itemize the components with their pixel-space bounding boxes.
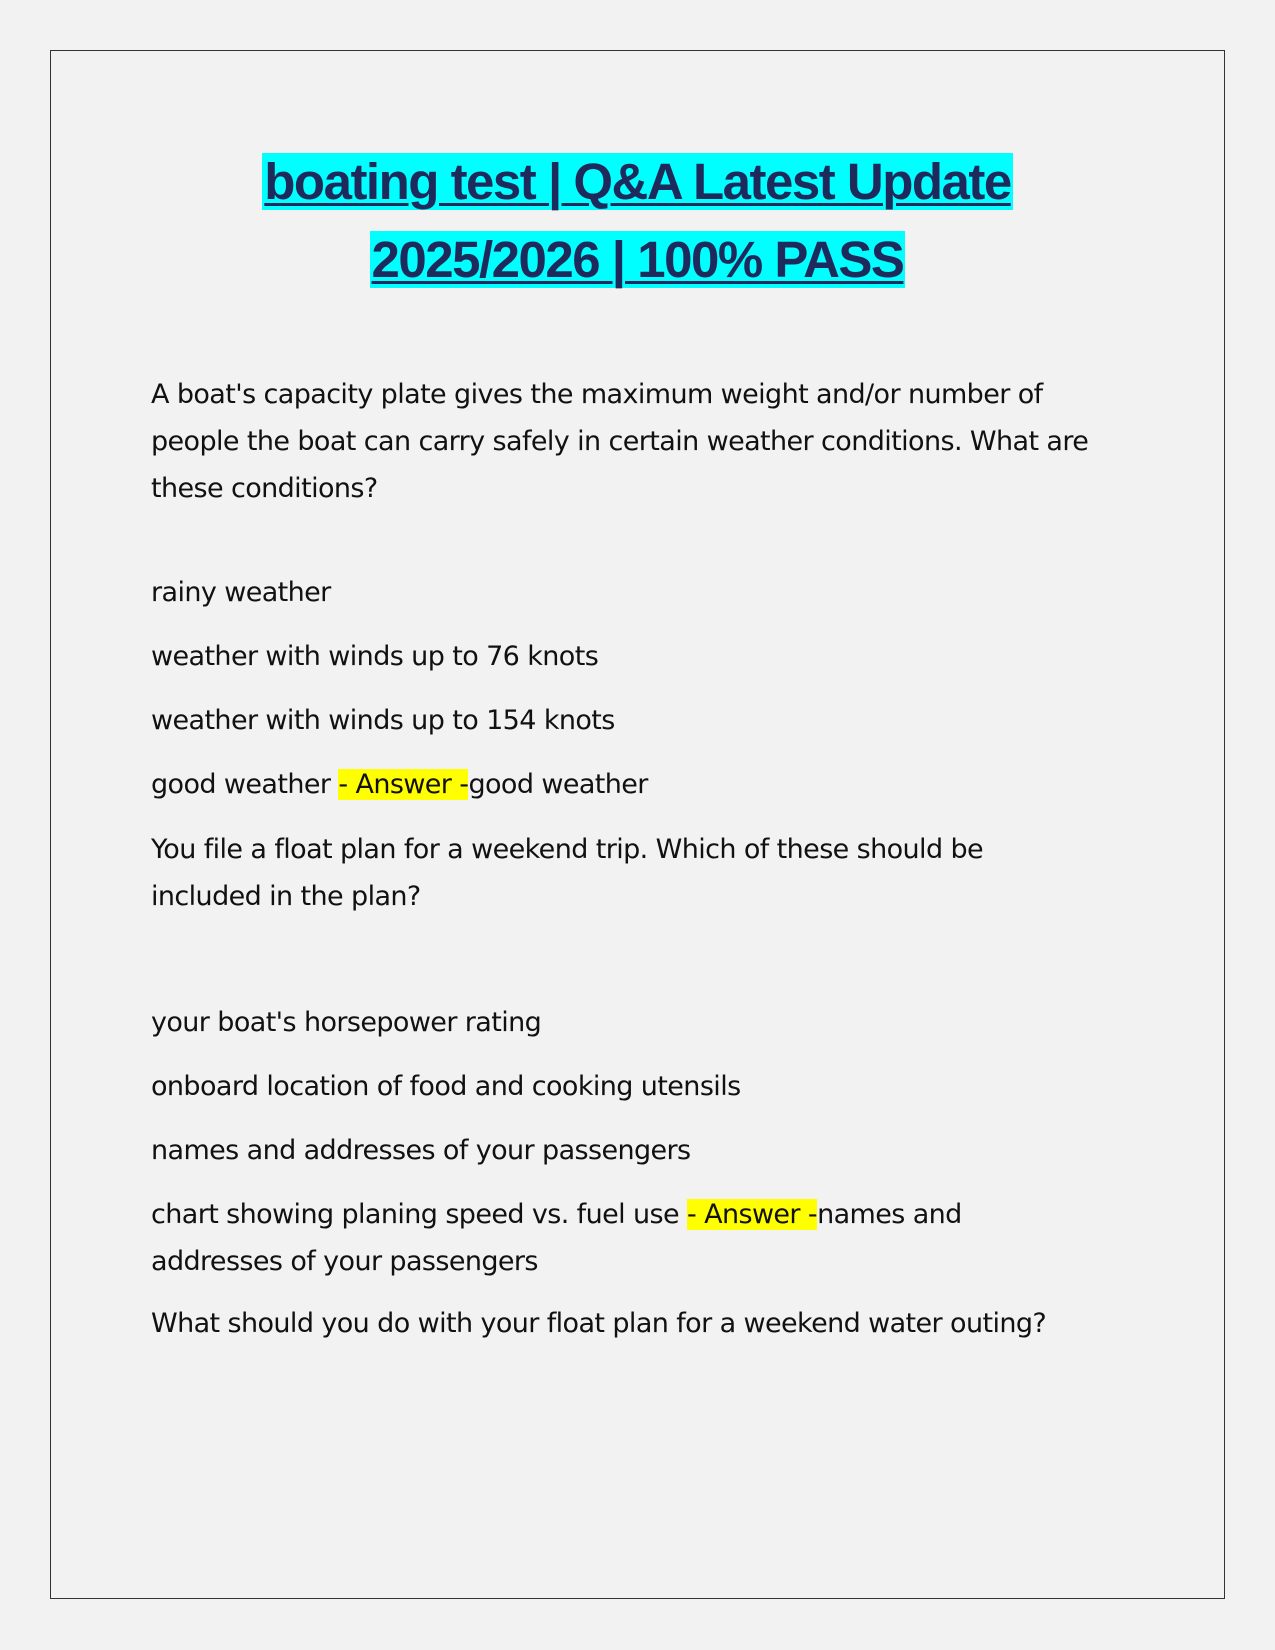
q1-option-2: weather with winds up to 76 knots — [151, 641, 599, 672]
title-line-1: boating test | Q&A Latest Update — [264, 153, 1011, 210]
q2-answer: names and addresses of your passengers — [151, 1199, 962, 1277]
question-3: What should you do with your float plan for a weekend water outing? — [151, 1308, 1047, 1339]
q2-option-1: your boat's horsepower rating — [151, 1007, 542, 1038]
question-2: You file a float plan for a weekend trip. Which of these should be included in the plan? — [151, 834, 984, 912]
q2-option-4: chart showing planing speed vs. fuel use — [151, 1199, 679, 1230]
q1-option-3: weather with winds up to 154 knots — [151, 705, 615, 736]
q1-option-4: good weather — [151, 769, 331, 800]
q2-option-2: onboard location of food and cooking utensils — [151, 1071, 741, 1102]
q1-option-1: rainy weather — [151, 577, 331, 608]
q2-option-4-with-answer — [151, 1191, 1101, 1285]
answer-marker: - Answer - — [686, 1199, 818, 1230]
answer-marker: - Answer - — [338, 769, 469, 800]
question-1: A boat's capacity plate gives the maximum weight and/or number of people the boat can carry safely in certain weather conditions. What are these conditions? — [151, 379, 1089, 504]
document-title — [150, 143, 1125, 299]
q1-option-4-with-answer — [151, 761, 1101, 808]
q2-option-3: names and addresses of your passengers — [151, 1135, 691, 1166]
title-line-2: 2025/2026 | 100% PASS — [371, 231, 904, 288]
q1-answer: good weather — [468, 769, 648, 800]
